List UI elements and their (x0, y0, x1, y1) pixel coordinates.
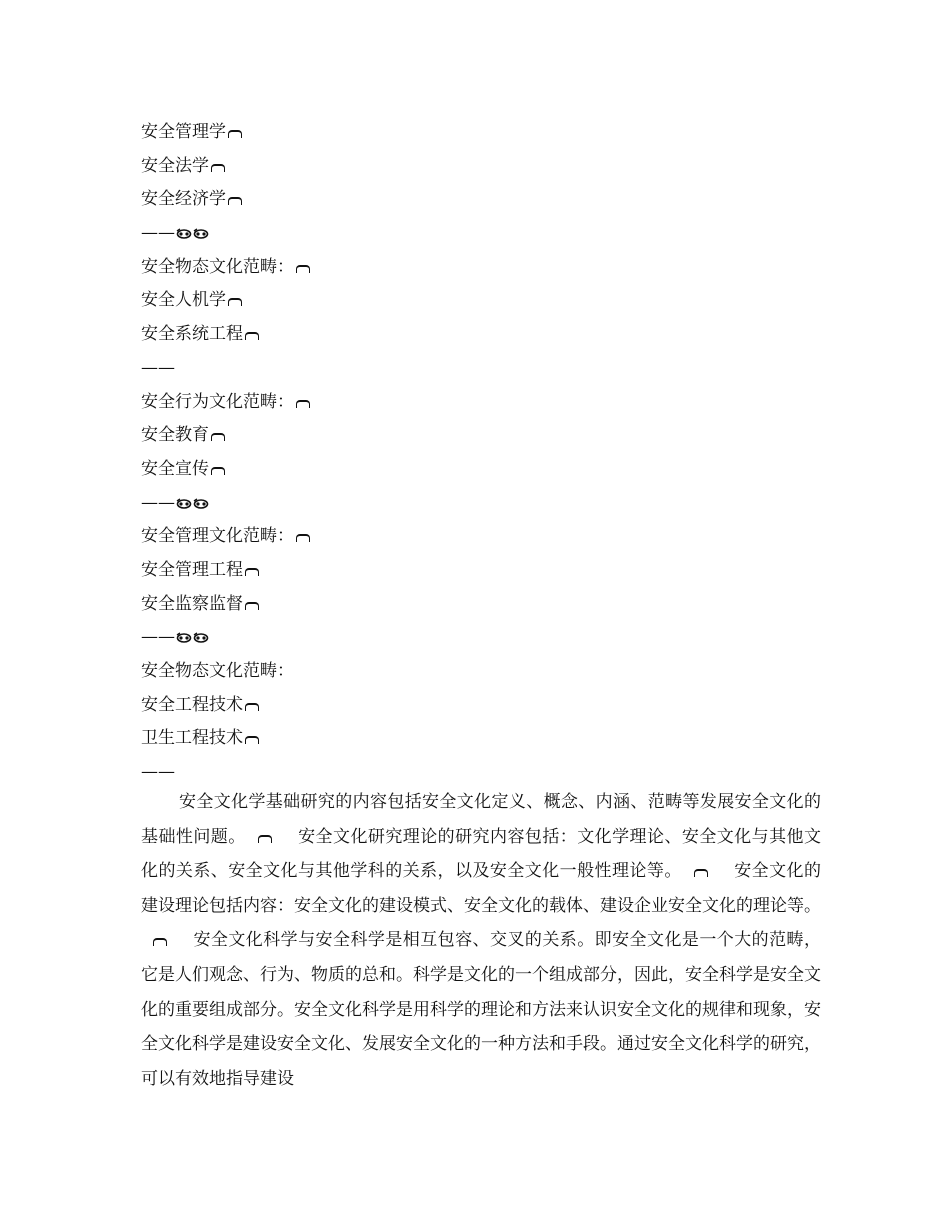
list-item-text: 安全工程技术 (141, 694, 243, 715)
list-item-text: 安全经济学 (141, 189, 226, 210)
list-item (141, 251, 821, 285)
list-item (141, 150, 821, 184)
ornament-icon (193, 488, 209, 499)
list-item-text: 安全法学 (141, 155, 209, 176)
list-item (141, 689, 821, 723)
list-item-text: —— (141, 627, 175, 648)
list-item (141, 217, 821, 251)
list-item-text: 安全物态文化范畴： (141, 256, 294, 277)
paragraph-segment-2: 安全文化研究理论的研究内容包括：文化学理论、安全文化与其他文化的关系、安全文化与其他学科的关系，以及安全文化一般性理论等。 (141, 826, 822, 882)
list-item (141, 722, 821, 756)
list-item (141, 655, 821, 689)
list-item (141, 453, 821, 487)
list-item-text: 安全人机学 (141, 290, 226, 311)
list-item-text: 安全教育 (141, 425, 209, 446)
list-item (141, 386, 821, 420)
list-item-text: 安全物态文化范畴： (141, 661, 294, 681)
return-mark-icon (245, 568, 259, 576)
return-mark-icon (258, 835, 272, 843)
return-mark-icon (296, 534, 310, 542)
paragraph-segment-3: 安全文化的建设理论包括内容：安全文化的建设模式、安全文化的载体、建设企业安全文化的理论等。 (141, 861, 822, 916)
list-item (141, 183, 821, 217)
list-item (141, 284, 821, 318)
return-mark-icon (245, 736, 259, 744)
list-item-text: 卫生工程技术 (141, 728, 243, 749)
list-item-text: 安全管理学 (141, 122, 226, 142)
list-item-text: —— (141, 492, 175, 513)
list-item (141, 116, 821, 150)
return-mark-icon (153, 938, 167, 946)
return-mark-icon (228, 298, 242, 306)
list-item-text: 安全宣传 (141, 458, 209, 479)
body-paragraph (141, 785, 821, 1096)
list-item (141, 520, 821, 554)
ornament-icon (193, 622, 209, 633)
return-mark-icon (245, 602, 259, 610)
list-item (141, 554, 821, 588)
ornament-icon (193, 218, 209, 229)
return-mark-icon (211, 433, 225, 441)
return-mark-icon (694, 869, 708, 877)
list-item-text: —— (141, 762, 175, 783)
list-item (141, 419, 821, 453)
ornament-icon (176, 218, 192, 229)
return-mark-icon (296, 265, 310, 273)
return-mark-icon (296, 400, 310, 408)
list-item-text: 安全行为文化范畴： (141, 391, 294, 412)
list-item (141, 621, 821, 655)
list-item (141, 487, 821, 521)
category-list (141, 116, 821, 790)
list-item (141, 588, 821, 622)
list-item-text: 安全系统工程 (141, 324, 243, 345)
return-mark-icon (228, 197, 242, 205)
list-item (141, 352, 821, 386)
paragraph-segment-4: 安全文化科学与安全科学是相互包容、交叉的关系。即安全文化是一个大的范畴，它是人们观念、行为、物质的总和。科学是文化的一个组成部分，因此，安全科学是安全文化的重要组成部分。安全文化科学是用科学的理论和方法来认识安全文化的规律和现象，安全文化科学是建设安全文化、发展安全文化的一种方法和手段。通过安全文化科学的研究，可以有效地指导建设 (141, 930, 821, 1089)
return-mark-icon (228, 130, 242, 138)
ornament-icon (176, 488, 192, 499)
return-mark-icon (211, 467, 225, 475)
list-item-text: —— (141, 357, 175, 378)
list-item-text: 安全管理文化范畴： (141, 526, 294, 547)
list-item-text: —— (141, 223, 175, 244)
return-mark-icon (245, 332, 259, 340)
list-item (141, 318, 821, 352)
paragraph-segment-1: 安全文化学基础研究的内容包括安全文化定义、概念、内涵、范畴等发展安全文化的基础性问题。 (141, 792, 821, 847)
return-mark-icon (211, 164, 225, 172)
return-mark-icon (245, 703, 259, 711)
body-text (141, 785, 821, 1096)
list-item-text: 安全管理工程 (141, 559, 243, 580)
ornament-icon (176, 622, 192, 633)
list-item-text: 安全监察监督 (141, 593, 243, 614)
